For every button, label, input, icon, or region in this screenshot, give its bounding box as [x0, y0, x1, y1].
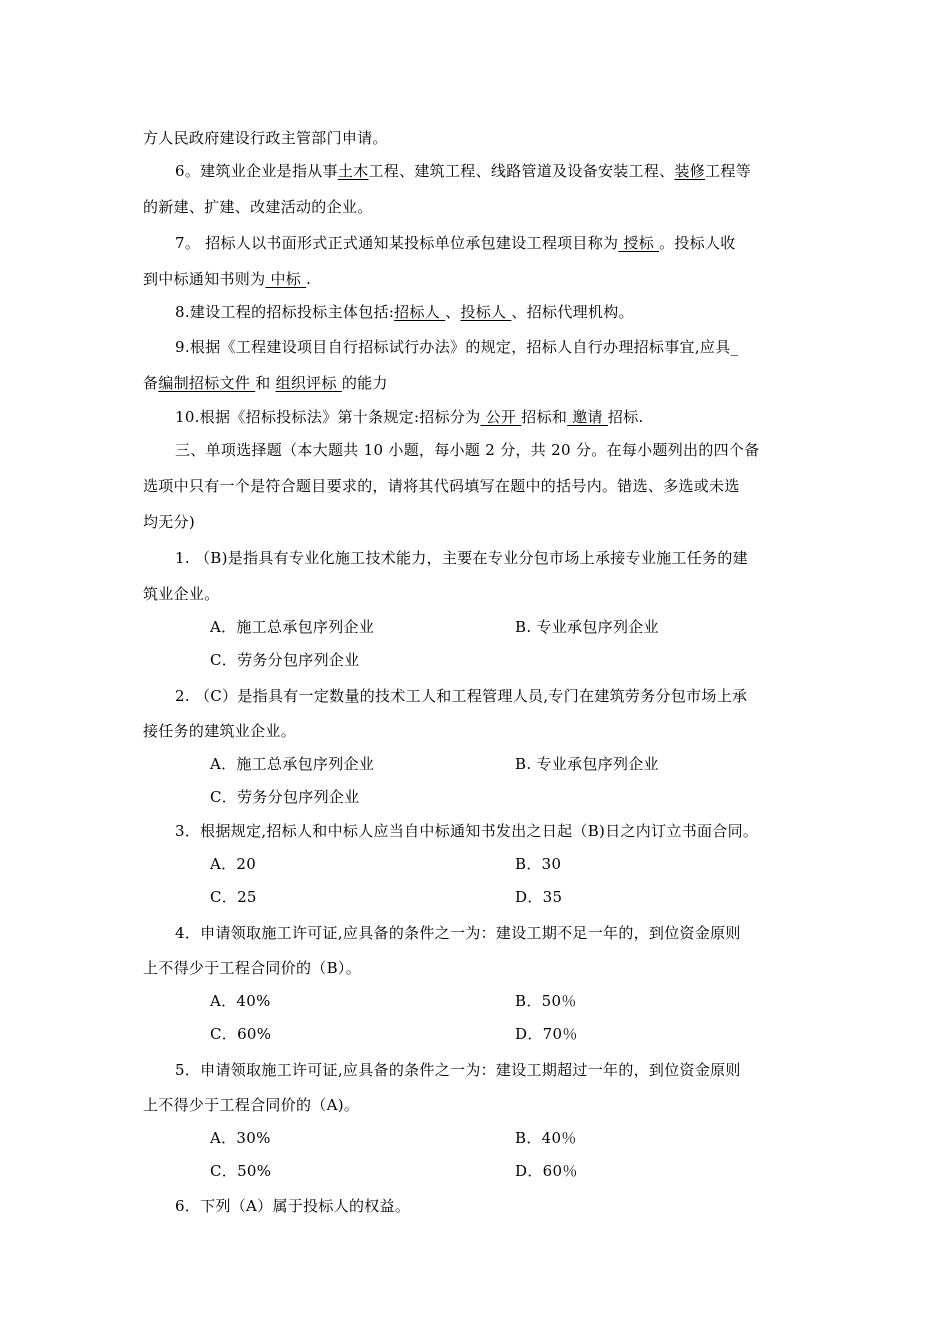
text-line: 接任务的建筑业企业。	[143, 722, 297, 740]
option-c: C．50%	[210, 1162, 272, 1180]
text-line: 的新建、扩建、改建活动的企业。	[143, 198, 373, 216]
answer-blank: 招标人	[394, 303, 446, 321]
option-b: B. 专业承包序列企业	[515, 755, 659, 773]
option-d: D．60％	[515, 1162, 578, 1180]
choice-question-3: 3．根据规定,招标人和中标人应当自中标通知书发出之日起（B)日之内订立书面合同。	[175, 822, 759, 840]
answer-blank: 邀请	[567, 408, 608, 426]
option-a: A．施工总承包序列企业	[210, 618, 375, 636]
text-line: 筑业企业。	[143, 585, 220, 603]
text-line: 备编制招标文件 和 组织评标 的能力	[143, 374, 388, 392]
option-c: C．60%	[210, 1025, 272, 1043]
option-a: A．40%	[210, 992, 271, 1010]
answer-blank: 编制招标文件	[158, 374, 256, 392]
option-b: B．40％	[515, 1129, 577, 1147]
option-c: C．劳务分包序列企业	[210, 788, 360, 806]
option-b: B．50％	[515, 992, 577, 1010]
answer-blank: 公开	[480, 408, 522, 426]
fill-question-7: 7。 招标人以书面形式正式通知某投标单位承包建设工程项目称为 授标 。投标人收	[175, 234, 736, 252]
text-line: 均无分)	[143, 513, 196, 531]
text-line: 方人民政府建设行政主管部门申请。	[143, 129, 388, 147]
answer-blank: 中标	[265, 270, 307, 288]
choice-question-2: 2. （C）是指具有一定数量的技术工人和工程管理人员,专门在建筑劳务分包市场上承	[175, 687, 748, 705]
choice-question-1: 1. （B)是指具有专业化施工技术能力，主要在专业分包市场上承接专业施工任务的建	[175, 549, 748, 567]
fill-question-8: 8.建设工程的招标投标主体包括:招标人 、投标人 、招标代理机构。	[175, 303, 634, 321]
fill-question-6: 6。建筑业企业是指从事土木工程、建筑工程、线路管道及设备安装工程、装修工程等	[175, 162, 751, 180]
option-b: B. 专业承包序列企业	[515, 618, 659, 636]
choice-question-6: 6．下列（A）属于投标人的权益。	[175, 1197, 411, 1215]
answer-blank: 土木	[337, 162, 369, 180]
fill-question-9: 9.根据《工程建设项目自行招标试行办法》的规定，招标人自行办理招标事宜,应具_	[175, 338, 739, 356]
option-b: B．30	[515, 855, 562, 873]
text-line: 上不得少于工程合同价的（B）。	[143, 959, 362, 977]
answer-blank: 投标人	[460, 303, 512, 321]
answer-blank: 授标	[618, 234, 660, 252]
text-line: 到中标通知书则为 中标 .	[143, 270, 312, 288]
choice-question-5: 5．申请领取施工许可证,应具备的条件之一为：建设工期超过一年的，到位资金原则	[175, 1061, 741, 1079]
choice-question-4: 4．申请领取施工许可证,应具备的条件之一为：建设工期不足一年的，到位资金原则	[175, 924, 741, 942]
option-c: C．劳务分包序列企业	[210, 651, 360, 669]
answer-blank: 组织评标	[275, 374, 342, 392]
option-a: A．施工总承包序列企业	[210, 755, 375, 773]
option-d: D．70％	[515, 1025, 578, 1043]
text-line: 选项中只有一个是符合题目要求的，请将其代码填写在题中的括号内。错选、多选或未选	[143, 477, 740, 495]
option-d: D．35	[515, 888, 563, 906]
option-a: A．30%	[210, 1129, 271, 1147]
section-heading: 三、单项选择题（本大题共 10 小题，每小题 2 分，共 20 分。在每小题列出的四个备	[175, 441, 760, 459]
answer-blank: 装修	[674, 162, 706, 180]
option-c: C．25	[210, 888, 257, 906]
fill-question-10: 10.根据《招标投标法》第十条规定:招标分为 公开 招标和 邀请 招标.	[175, 408, 644, 426]
text-line: 上不得少于工程合同价的（A)。	[143, 1096, 360, 1114]
option-a: A．20	[210, 855, 257, 873]
